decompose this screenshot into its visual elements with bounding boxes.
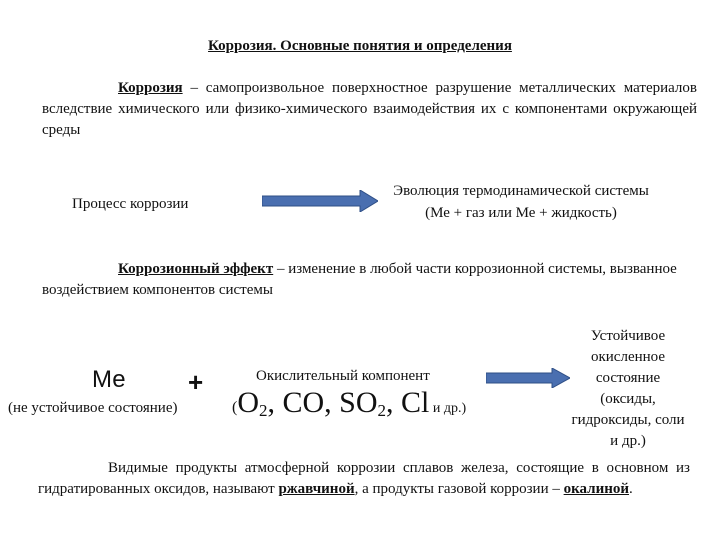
effect-term: Коррозионный эффект <box>118 261 274 277</box>
evolution-line2: (Ме + газ или Ме + жидкость) <box>425 205 617 221</box>
corrosion-definition-text: – самопроизвольное поверхностное разрушение металлических материалов вследствие химического или физико-химического взаимодействия их с компонентами окружающей среды <box>42 80 697 138</box>
plus-sign: + <box>188 367 204 397</box>
oxidant-sep1: , CO, SO <box>267 386 378 419</box>
process-label: Процесс коррозии <box>72 196 189 212</box>
rust-paragraph <box>38 458 690 500</box>
evolution-line1: Эволюция термодинамической системы <box>393 183 649 199</box>
scale-term: окалиной <box>563 481 630 497</box>
page-title: Коррозия. Основные понятия и определения <box>208 38 512 54</box>
rust-term: ржавчиной <box>278 481 355 497</box>
rust-text1: Видимые продукты атмосферной коррозии сплавов железа, состоящие в основном из гидратированных оксидов, называют <box>38 460 690 497</box>
right-arrow-icon <box>262 190 378 212</box>
oxidant-label: Окислительный компонент <box>256 368 430 384</box>
oxidant-formula <box>232 386 466 420</box>
stable-state-box <box>528 326 720 452</box>
corrosion-term: Коррозия <box>118 80 183 96</box>
effect-definition <box>42 259 682 301</box>
metal-symbol: Ме <box>92 366 126 393</box>
stable-line: гидроксиды, соли <box>571 412 685 428</box>
stable-line: и др.) <box>610 433 646 449</box>
unstable-state-note: (не устойчивое состояние) <box>8 400 178 416</box>
evolution-box <box>366 180 676 224</box>
oxidant-sep2: , Cl <box>386 386 430 419</box>
oxidant-o2-subscript: 2 <box>259 401 268 420</box>
oxidant-etc: и др.) <box>429 401 467 416</box>
stable-line: Устойчивое <box>590 328 666 344</box>
corrosion-definition <box>42 78 697 141</box>
stable-line: (оксиды, <box>600 391 656 407</box>
oxidant-open-paren: ( <box>232 399 238 416</box>
oxidant-o2: O <box>237 386 259 419</box>
oxidant-so2-subscript: 2 <box>377 401 387 420</box>
stable-line: состояние <box>595 370 661 386</box>
rust-text2: , а продукты газовой коррозии – <box>354 481 564 497</box>
rust-text3: . <box>629 481 633 497</box>
effect-definition-text: – изменение в любой части коррозионной системы, вызванное воздействием компонентов системы <box>42 261 677 298</box>
stable-line: окисленное <box>590 349 665 365</box>
